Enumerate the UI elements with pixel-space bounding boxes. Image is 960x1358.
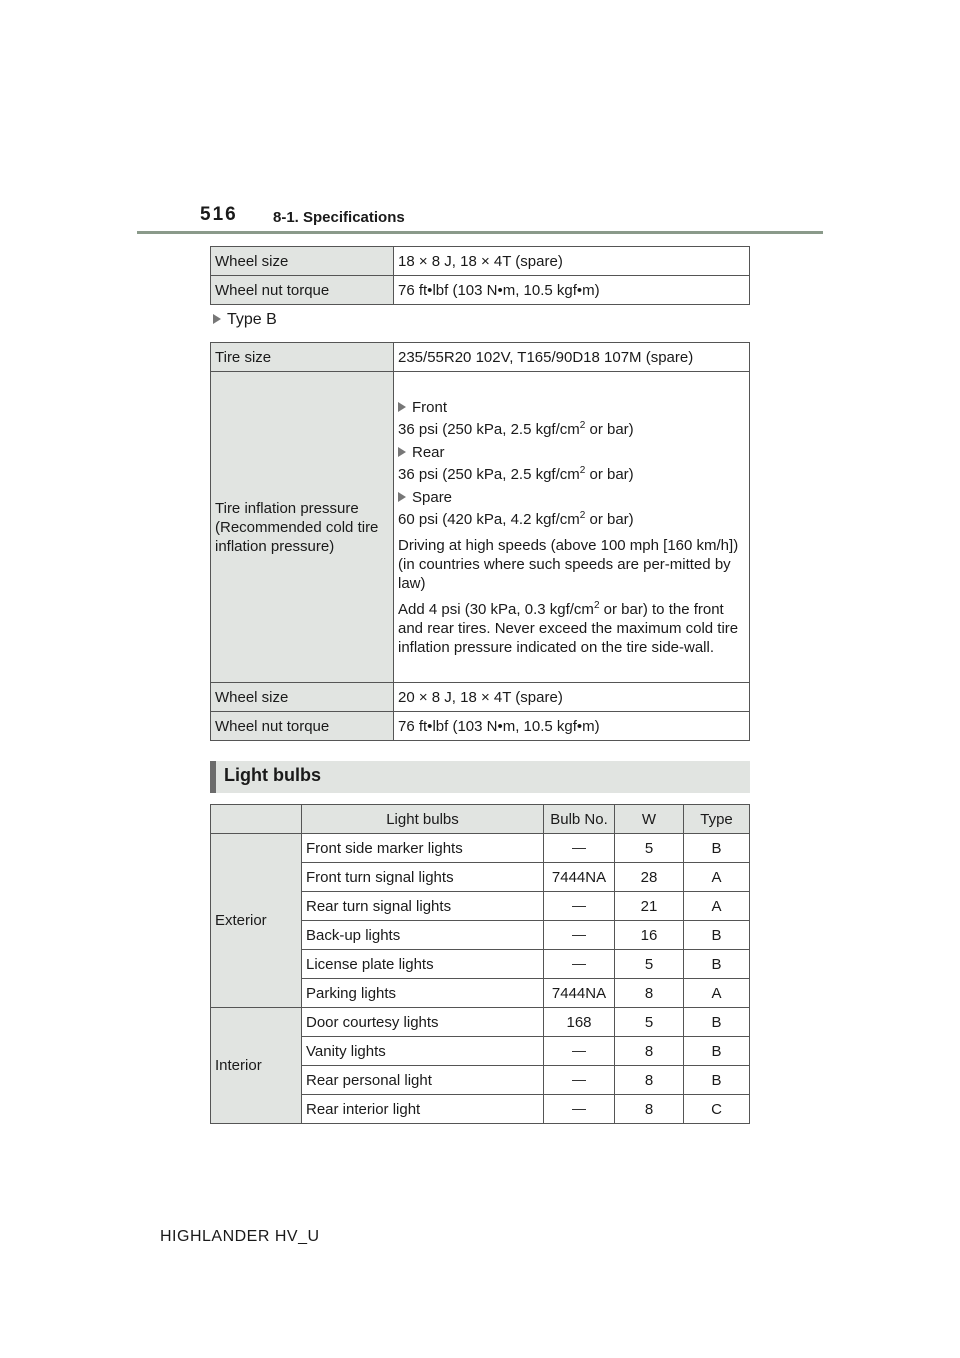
bulb-name: Rear personal light xyxy=(302,1066,544,1095)
add-pressure-note xyxy=(398,600,745,657)
bulb-watts: 8 xyxy=(615,979,684,1008)
bulb-watts: 5 xyxy=(615,834,684,863)
bulb-watts: 16 xyxy=(615,921,684,950)
bulb-type: C xyxy=(684,1095,750,1124)
page-number: 516 xyxy=(200,204,238,225)
bulb-number: 7444NA xyxy=(544,863,615,892)
section-title: 8-1. Specifications xyxy=(273,209,405,226)
front-value xyxy=(398,420,745,439)
triangle-right-icon xyxy=(213,314,221,324)
dash-icon xyxy=(572,1109,586,1110)
bulb-type: B xyxy=(684,1037,750,1066)
table-row xyxy=(211,1008,750,1037)
bulb-number xyxy=(544,950,615,979)
column-header: W xyxy=(615,805,684,834)
type-b-heading xyxy=(213,311,277,329)
group-label-exterior: Exterior xyxy=(211,834,302,1008)
value-text: 36 psi (250 kPa, 2.5 kgf/cm xyxy=(398,420,580,438)
bulb-number xyxy=(544,921,615,950)
dash-icon xyxy=(572,964,586,965)
row-value: 76 ft•lbf (103 N•m, 10.5 kgf•m) xyxy=(394,276,750,305)
dash-icon xyxy=(572,848,586,849)
heading-accent-bar xyxy=(210,761,216,793)
row-label: Wheel nut torque xyxy=(211,712,394,741)
bulb-type: A xyxy=(684,863,750,892)
bulb-watts: 5 xyxy=(615,1008,684,1037)
heading-text: Light bulbs xyxy=(224,765,321,785)
table-header-row xyxy=(211,805,750,834)
bulb-watts: 21 xyxy=(615,892,684,921)
bulb-type: B xyxy=(684,1066,750,1095)
bulb-name: Front side marker lights xyxy=(302,834,544,863)
bulb-name: Parking lights xyxy=(302,979,544,1008)
bulb-number: 168 xyxy=(544,1008,615,1037)
inflation-values xyxy=(394,372,750,683)
dash-icon xyxy=(572,1080,586,1081)
spare-value xyxy=(398,510,745,529)
spare-subheading xyxy=(398,488,745,507)
row-value: 76 ft•lbf (103 N•m, 10.5 kgf•m) xyxy=(394,712,750,741)
rear-value xyxy=(398,465,745,484)
bulb-type: B xyxy=(684,950,750,979)
table-row xyxy=(211,276,750,305)
bulb-type: A xyxy=(684,979,750,1008)
table-row xyxy=(211,712,750,741)
row-label: Tire size xyxy=(211,343,394,372)
bulb-name: Rear interior light xyxy=(302,1095,544,1124)
bulb-type: B xyxy=(684,921,750,950)
spare-label: Spare xyxy=(412,488,453,506)
row-value: 235/55R20 102V, T165/90D18 107M (spare) xyxy=(394,343,750,372)
front-subheading xyxy=(398,398,745,417)
note-text: Add 4 psi (30 kPa, 0.3 kgf/cm xyxy=(398,600,594,618)
row-label: Wheel nut torque xyxy=(211,276,394,305)
bulb-name: Back-up lights xyxy=(302,921,544,950)
high-speed-note: Driving at high speeds (above 100 mph [160 km/h]) (in countries where such speeds are per-mitted by law) xyxy=(398,536,739,592)
bulb-number xyxy=(544,1037,615,1066)
row-label: Wheel size xyxy=(211,247,394,276)
rear-subheading xyxy=(398,443,745,462)
triangle-right-icon xyxy=(398,447,406,457)
bulb-name: License plate lights xyxy=(302,950,544,979)
superscript: 2 xyxy=(579,419,586,431)
value-text: or bar) xyxy=(585,510,634,528)
table-row xyxy=(211,834,750,863)
column-header: Type xyxy=(684,805,750,834)
rear-label: Rear xyxy=(412,443,445,461)
bulb-number xyxy=(544,1066,615,1095)
group-label-interior: Interior xyxy=(211,1008,302,1124)
footer-model: HIGHLANDER HV_U xyxy=(160,1228,320,1245)
light-bulbs-table xyxy=(210,804,750,1124)
table-row xyxy=(211,372,750,683)
bulb-type: A xyxy=(684,892,750,921)
bulb-name: Door courtesy lights xyxy=(302,1008,544,1037)
light-bulbs-heading xyxy=(210,761,750,793)
bulb-watts: 28 xyxy=(615,863,684,892)
front-label: Front xyxy=(412,398,448,416)
bulb-watts: 5 xyxy=(615,950,684,979)
value-text: or bar) xyxy=(585,465,634,483)
triangle-right-icon xyxy=(398,402,406,412)
row-label: Tire inflation pressure (Recommended cold tire inflation pressure) xyxy=(211,372,394,683)
bulb-type: B xyxy=(684,834,750,863)
column-header: Bulb No. xyxy=(544,805,615,834)
dash-icon xyxy=(572,906,586,907)
bulb-number xyxy=(544,892,615,921)
dash-icon xyxy=(572,935,586,936)
bulb-name: Front turn signal lights xyxy=(302,863,544,892)
bulb-name: Vanity lights xyxy=(302,1037,544,1066)
triangle-right-icon xyxy=(398,492,406,502)
bulb-watts: 8 xyxy=(615,1066,684,1095)
row-value: 20 × 8 J, 18 × 4T (spare) xyxy=(394,683,750,712)
tire-spec-table-b xyxy=(210,342,750,741)
bulb-type: B xyxy=(684,1008,750,1037)
type-b-label: Type B xyxy=(227,311,277,328)
row-label: Wheel size xyxy=(211,683,394,712)
table-row xyxy=(211,343,750,372)
superscript: 2 xyxy=(579,509,586,521)
row-value: 18 × 8 J, 18 × 4T (spare) xyxy=(394,247,750,276)
superscript: 2 xyxy=(579,464,586,476)
column-header xyxy=(211,805,302,834)
bulb-watts: 8 xyxy=(615,1037,684,1066)
table-row xyxy=(211,247,750,276)
bulb-number xyxy=(544,834,615,863)
bulb-watts: 8 xyxy=(615,1095,684,1124)
table-row xyxy=(211,683,750,712)
bulb-number: 7444NA xyxy=(544,979,615,1008)
bulb-number xyxy=(544,1095,615,1124)
dash-icon xyxy=(572,1051,586,1052)
bulb-name: Rear turn signal lights xyxy=(302,892,544,921)
wheel-spec-table-a xyxy=(210,246,750,305)
superscript: 2 xyxy=(593,599,600,611)
column-header: Light bulbs xyxy=(302,805,544,834)
value-text: 60 psi (420 kPa, 4.2 kgf/cm xyxy=(398,510,580,528)
header-rule xyxy=(137,231,823,234)
value-text: or bar) xyxy=(585,420,634,438)
note-text: or bar) to the front and rear tires. Never exceed the maximum cold tire inflation pressure indicated on the tire side-wall. xyxy=(398,600,739,656)
value-text: 36 psi (250 kPa, 2.5 kgf/cm xyxy=(398,465,580,483)
